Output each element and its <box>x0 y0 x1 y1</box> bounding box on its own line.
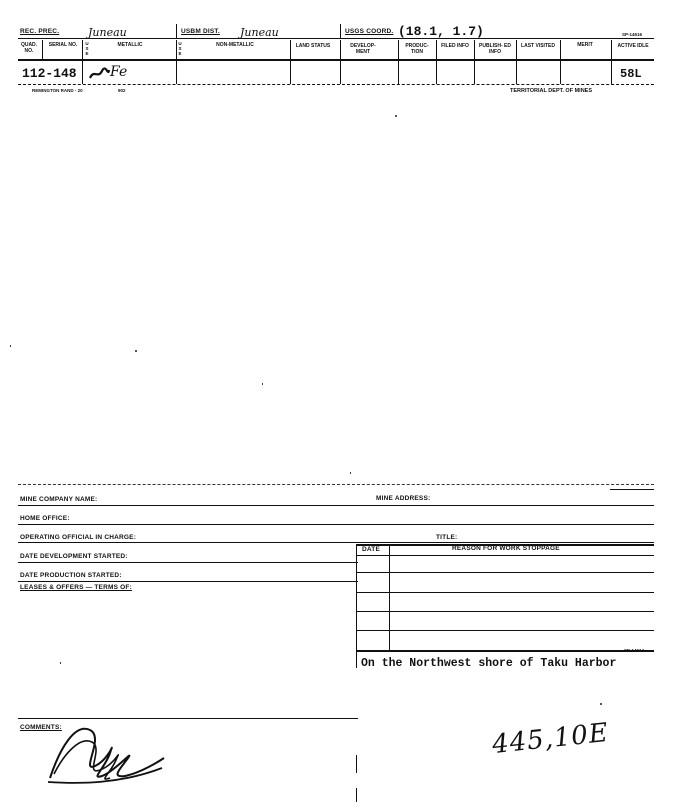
scan-speck <box>262 383 263 385</box>
col-published-info: PUBLISH- ED INFO <box>479 43 511 55</box>
rule-official <box>18 542 654 543</box>
header-bottom-rule <box>18 59 654 61</box>
col-development: DEVELOP- MENT <box>350 43 376 55</box>
col-div-a <box>42 40 43 60</box>
record-active-idle: 58L <box>620 67 642 81</box>
record-metallic: Fe <box>110 64 128 80</box>
col-land-status: LAND STATUS <box>295 43 331 49</box>
rule-development <box>18 562 358 563</box>
stoppage-bottom <box>356 650 654 652</box>
lower-separator-right <box>610 489 654 490</box>
comments-label: COMMENTS: <box>20 724 62 731</box>
rec-prec-label: REC. PREC. <box>20 28 60 35</box>
department-label: TERRITORIAL DEPT. OF MINES <box>510 88 592 94</box>
col-div-g <box>436 40 437 84</box>
mine-company-name-label: MINE COMPANY NAME: <box>20 496 98 503</box>
col-metallic: METALLIC <box>117 42 143 48</box>
record-scribble <box>88 67 110 81</box>
col-active-idle: ACTIVE IDLE <box>617 43 649 49</box>
usgs-coord-label: USGS COORD. <box>345 28 394 35</box>
signature-scribble <box>40 718 170 788</box>
stoppage-date-divider <box>389 544 390 650</box>
stoppage-row-1 <box>356 572 654 573</box>
col-quad-no: QUAD. NO. <box>20 42 38 54</box>
stoppage-row-3 <box>356 611 654 612</box>
scan-speck <box>10 345 11 347</box>
stoppage-left-border <box>356 544 357 668</box>
home-office-label: HOME OFFICE: <box>20 515 70 522</box>
col-div-k <box>611 40 612 84</box>
col-div-j <box>560 40 561 84</box>
usbm-dist-label: USBM DIST. <box>181 28 220 35</box>
col-div-h <box>474 40 475 84</box>
stoppage-header-rule <box>356 555 654 556</box>
operating-official-label: OPERATING OFFICIAL IN CHARGE: <box>20 534 137 541</box>
col-div-c <box>176 40 177 84</box>
col-last-visited: LAST VISITED <box>521 43 555 49</box>
scan-speck <box>135 350 137 352</box>
col-div-i <box>516 40 517 84</box>
header-divider-1 <box>176 24 177 39</box>
date-development-label: DATE DEVELOPMENT STARTED: <box>20 553 128 560</box>
stoppage-date-header: DATE <box>362 546 381 553</box>
col-use-2: U S E <box>178 41 182 56</box>
scan-speck <box>60 662 61 664</box>
rec-prec-value: Juneau <box>88 26 127 39</box>
rule-home-office <box>18 524 654 525</box>
form-number-top: SP-14616 <box>622 32 643 37</box>
scan-speck <box>350 472 351 474</box>
form-number-bottom: SP-14614 <box>624 648 645 653</box>
card-code: 902 <box>118 88 126 93</box>
usgs-coord-value: (18.1, 1.7) <box>398 24 484 39</box>
stoppage-row-2 <box>356 592 654 593</box>
mine-address-label: MINE ADDRESS: <box>376 495 431 502</box>
card-id: REMINGTON RAND - 20 <box>32 88 83 93</box>
stoppage-reason-header: REASON FOR WORK STOPPAGE <box>452 545 560 552</box>
col-div-e <box>340 40 341 84</box>
col-div-d <box>290 40 291 84</box>
handwritten-number: 445,10E <box>490 717 611 761</box>
lower-separator <box>18 484 654 485</box>
col-production: PRODUC- TION <box>405 43 429 55</box>
header-divider-2 <box>340 24 341 39</box>
col-filed-info: FILED INFO <box>441 43 469 49</box>
rule-production <box>18 581 358 582</box>
col-div-b <box>82 40 83 84</box>
scan-speck <box>600 703 602 705</box>
record-quad-serial: 112-148 <box>22 66 77 81</box>
date-production-label: DATE PRODUCTION STARTED: <box>20 572 122 579</box>
row-underline <box>18 84 654 85</box>
col-div-f <box>398 40 399 84</box>
location-note: On the Northwest shore of Taku Harbor <box>361 657 617 670</box>
col-merit: MERIT <box>577 42 593 48</box>
title-label: TITLE: <box>436 534 458 541</box>
comments-divider-low <box>356 788 357 802</box>
stoppage-row-4 <box>356 630 654 631</box>
leases-offers-label: LEASES & OFFERS — TERMS OF: <box>20 584 132 591</box>
scan-speck <box>395 115 397 117</box>
comments-divider <box>356 755 357 773</box>
col-serial-no: SERIAL NO. <box>48 42 78 48</box>
col-use-1: U S E <box>85 41 89 56</box>
rule-company <box>18 505 654 506</box>
usbm-dist-value: Juneau <box>240 26 279 39</box>
header-top-rule <box>18 38 654 39</box>
col-non-metallic: NON-METALLIC <box>216 42 254 48</box>
